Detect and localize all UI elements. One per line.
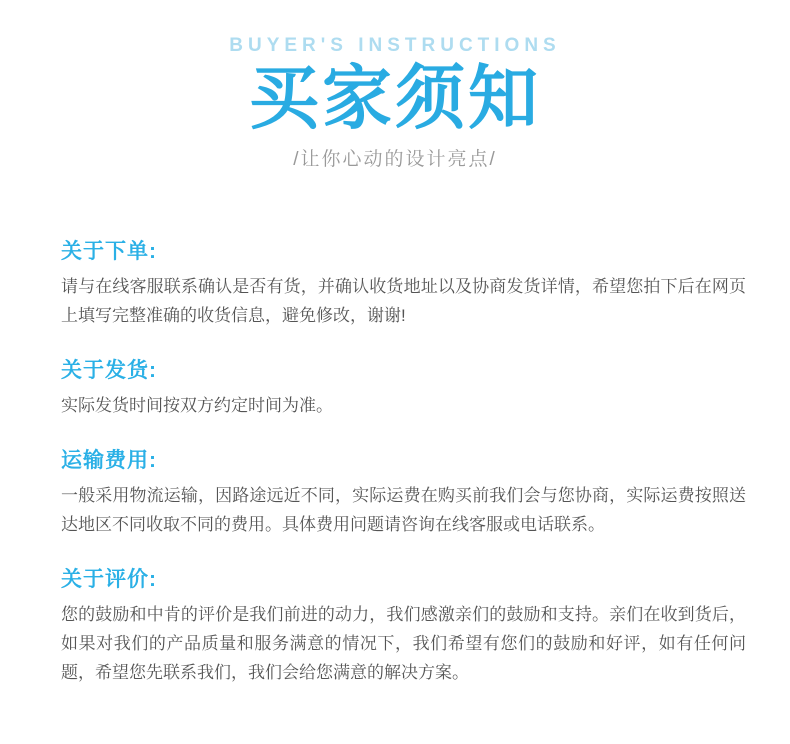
section-heading: 关于评价: xyxy=(61,568,157,591)
instructions-content xyxy=(0,171,790,687)
page-title: 买家须知 xyxy=(249,56,541,139)
eyebrow-title: BUYER'S INSTRUCTIONS xyxy=(229,35,561,56)
section-about-reviews xyxy=(61,567,746,687)
section-body: 一般采用物流运输，因路途远近不同，实际运费在购买前我们会与您协商，实际运费按照送达地区不同收取不同的费用。具体费用问题请咨询在线客服或电话联系。 xyxy=(61,486,746,534)
page-subtitle: /让你心动的设计亮点/ xyxy=(293,149,497,170)
page-header xyxy=(0,0,790,171)
section-heading: 关于发货: xyxy=(61,359,157,382)
section-about-ordering xyxy=(61,239,746,330)
section-heading: 关于下单: xyxy=(61,240,157,263)
section-body: 您的鼓励和中肯的评价是我们前进的动力，我们感激亲们的鼓励和支持。亲们在收到货后，如果对我们的产品质量和服务满意的情况下，我们希望有您们的鼓励和好评，如有任何问题，希望您先联系我们，我们会给您满意的解决方案。 xyxy=(61,605,746,682)
section-body: 请与在线客服联系确认是否有货，并确认收货地址以及协商发货详情，希望您拍下后在网页上填写完整准确的收货信息，避免修改，谢谢! xyxy=(61,277,746,325)
section-about-shipping xyxy=(61,358,746,420)
section-shipping-costs xyxy=(61,448,746,539)
section-body: 实际发货时间按双方约定时间为准。 xyxy=(61,396,333,415)
section-heading: 运输费用: xyxy=(61,449,157,472)
